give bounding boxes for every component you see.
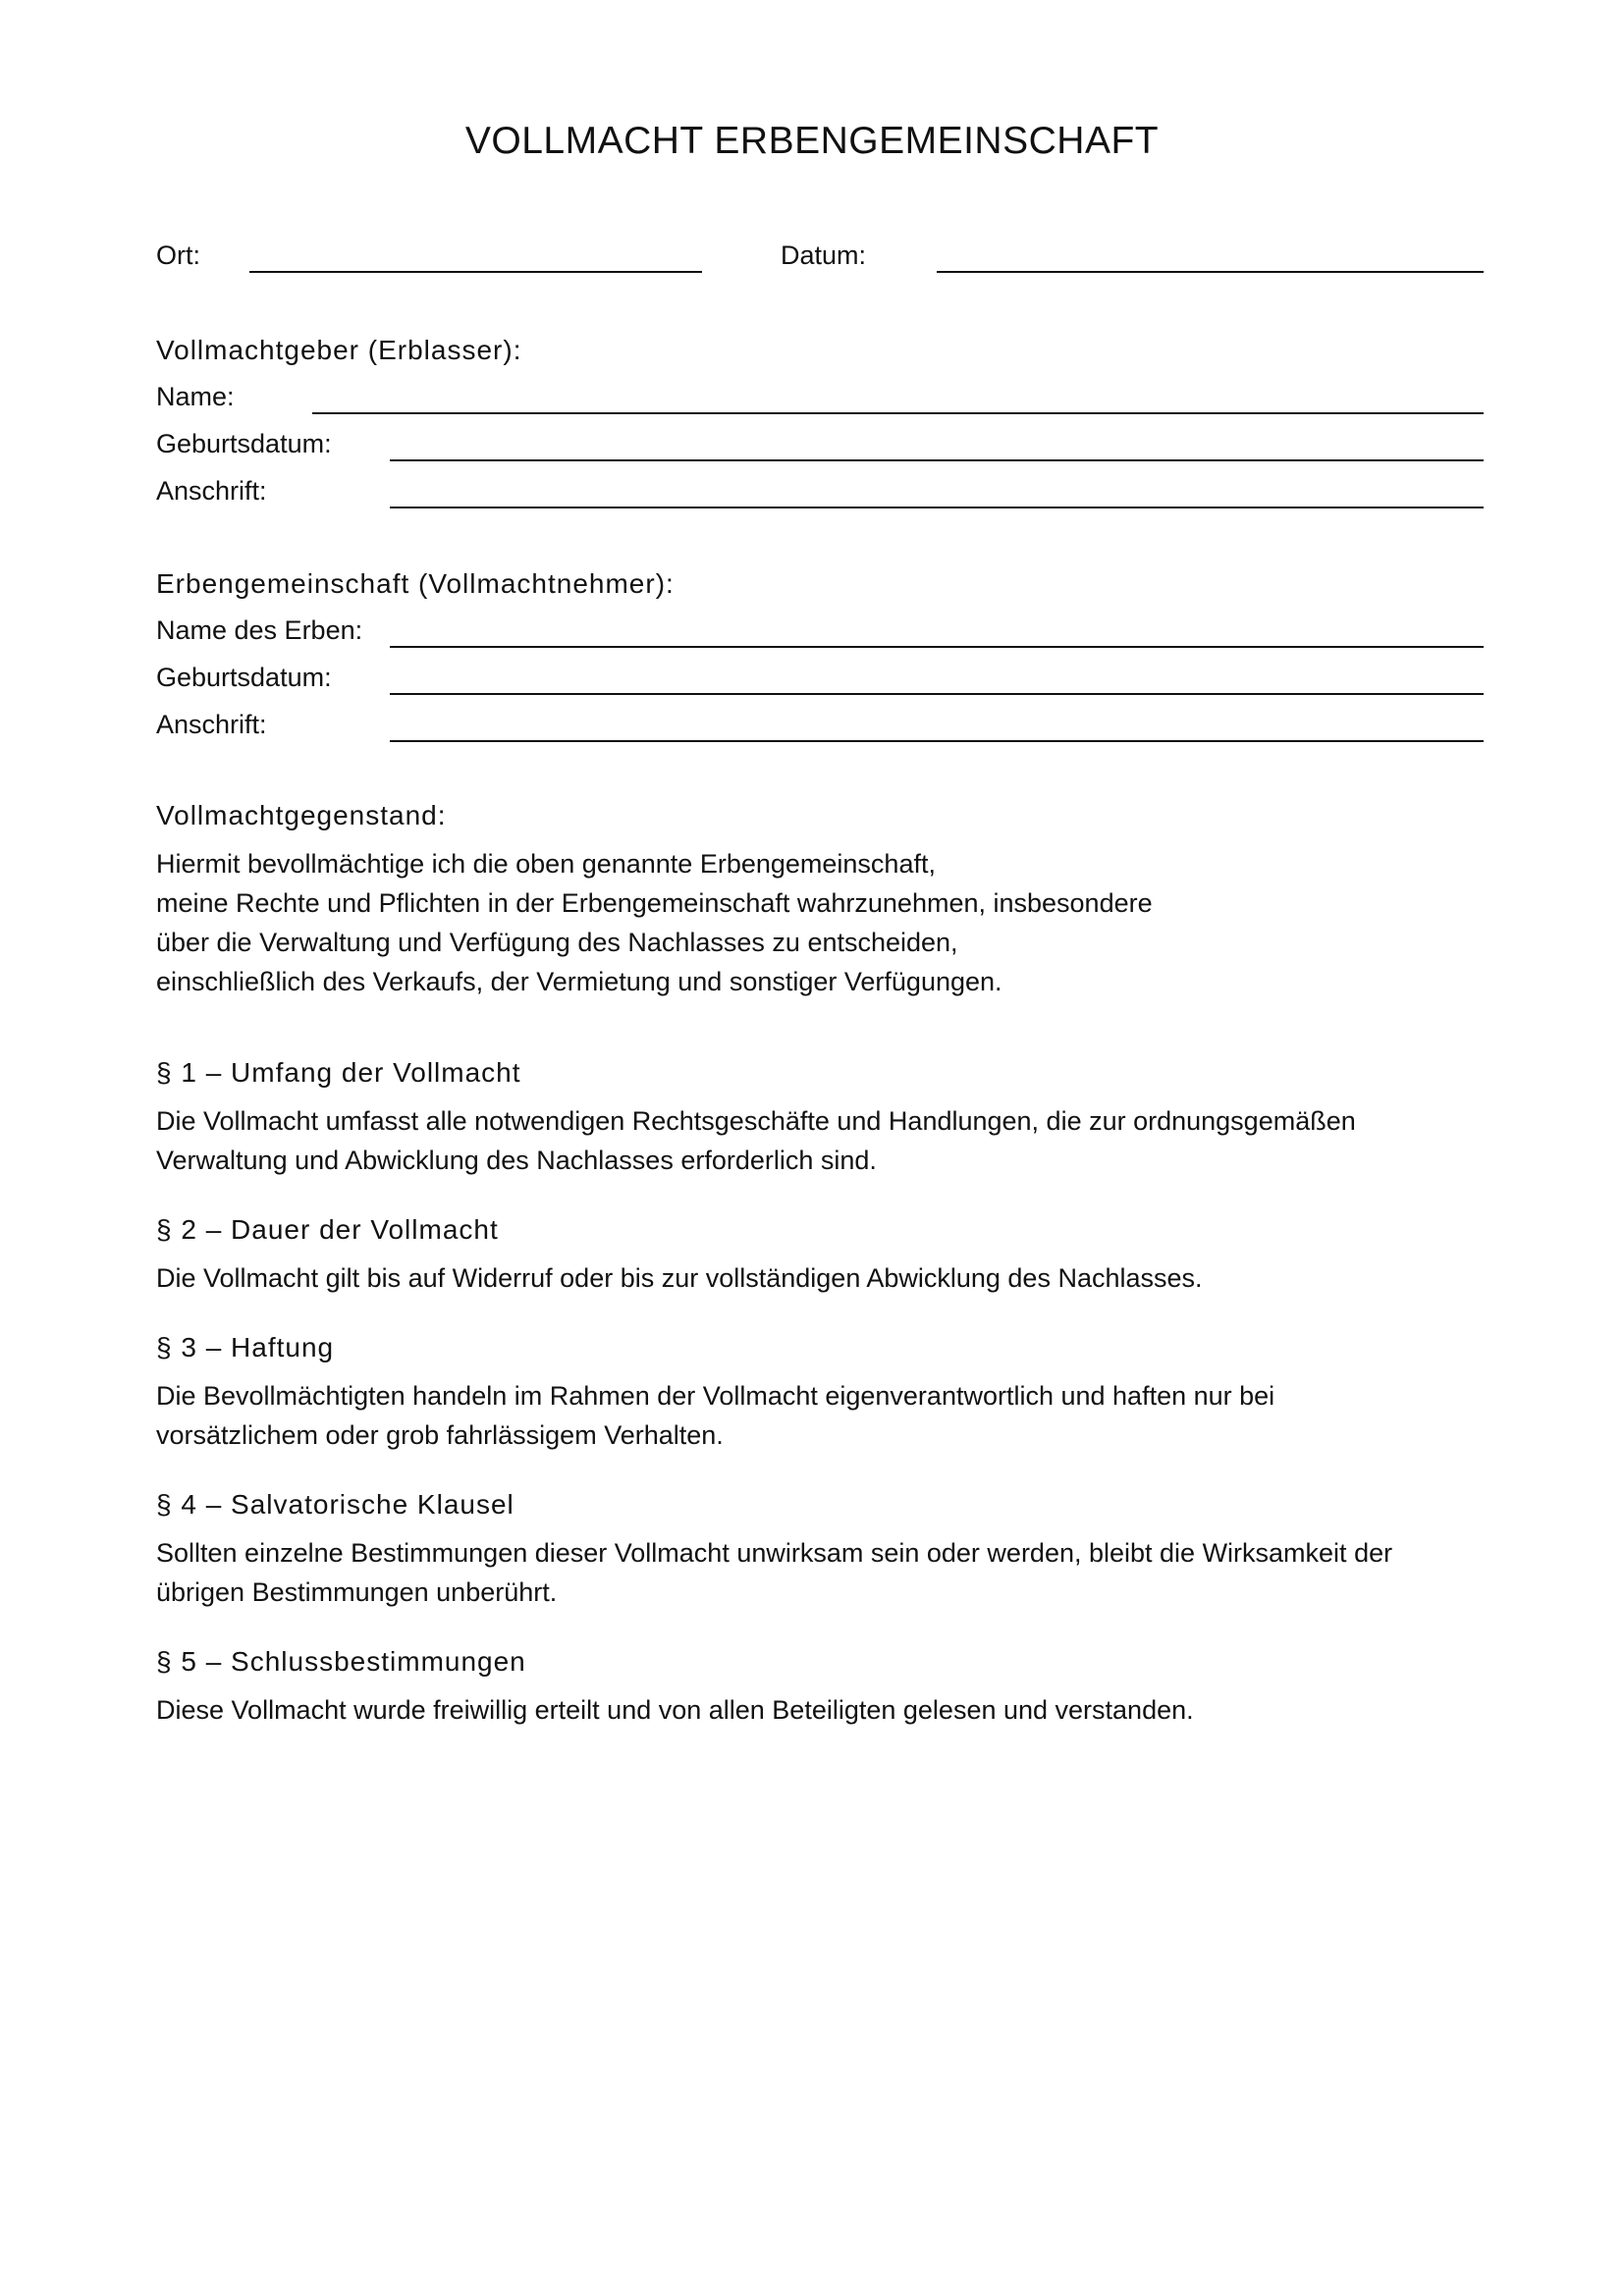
gegenstand-text	[156, 844, 1511, 1001]
datum-label: Datum:	[781, 240, 867, 270]
ort-label: Ort:	[156, 240, 200, 270]
section-4-line: übrigen Bestimmungen unberührt.	[156, 1577, 558, 1607]
gegenstand-line: über die Verwaltung und Verfügung des Nachlasses zu entscheiden,	[156, 928, 958, 957]
erbe-geburtsdatum-line[interactable]	[390, 693, 1484, 695]
section-5-heading: § 5 – Schlussbestimmungen	[156, 1646, 526, 1677]
erbengemeinschaft-heading: Erbengemeinschaft (Vollmachtnehmer):	[156, 568, 675, 599]
vollmachtgeber-anschrift-label: Anschrift:	[156, 476, 267, 506]
vollmachtgeber-geburtsdatum-line[interactable]	[390, 459, 1484, 461]
gegenstand-line: einschließlich des Verkaufs, der Vermietung und sonstiger Verfügungen.	[156, 967, 1002, 996]
erbe-name-line[interactable]	[390, 646, 1484, 648]
vollmachtgeber-name-label: Name:	[156, 382, 235, 411]
gegenstand-heading: Vollmachtgegenstand:	[156, 800, 447, 830]
section-4-text	[156, 1533, 1511, 1612]
section-5-text	[156, 1690, 1511, 1730]
vollmachtgeber-name-line[interactable]	[312, 412, 1484, 414]
vollmachtgeber-heading: Vollmachtgeber (Erblasser):	[156, 335, 522, 365]
erbe-anschrift-line[interactable]	[390, 740, 1484, 742]
section-1-text	[156, 1101, 1511, 1180]
section-3-heading: § 3 – Haftung	[156, 1332, 335, 1362]
erbe-anschrift-label: Anschrift:	[156, 710, 267, 739]
section-3-line: vorsätzlichem oder grob fahrlässigem Verhalten.	[156, 1420, 724, 1450]
vollmachtgeber-anschrift-line[interactable]	[390, 507, 1484, 508]
document-title: VOLLMACHT ERBENGEMEINSCHAFT	[464, 120, 1160, 162]
erbe-name-label: Name des Erben:	[156, 615, 363, 645]
section-2-heading: § 2 – Dauer der Vollmacht	[156, 1214, 499, 1245]
gegenstand-line: Hiermit bevollmächtige ich die oben genannte Erbengemeinschaft,	[156, 849, 936, 879]
section-3-text	[156, 1376, 1511, 1455]
section-2-line: Die Vollmacht gilt bis auf Widerruf oder bis zur vollständigen Abwicklung des Nachlasses.	[156, 1263, 1203, 1293]
section-1-line: Die Vollmacht umfasst alle notwendigen Rechtsgeschäfte und Handlungen, die zur ordnungsgemäßen	[156, 1106, 1356, 1136]
erbe-geburtsdatum-label: Geburtsdatum:	[156, 663, 332, 692]
section-3-line: Die Bevollmächtigten handeln im Rahmen der Vollmacht eigenverantwortlich und haften nur bei	[156, 1381, 1275, 1411]
section-1-heading: § 1 – Umfang der Vollmacht	[156, 1057, 521, 1088]
gegenstand-line: meine Rechte und Pflichten in der Erbengemeinschaft wahrzunehmen, insbesondere	[156, 888, 1153, 918]
section-2-text	[156, 1258, 1511, 1298]
section-4-line: Sollten einzelne Bestimmungen dieser Vollmacht unwirksam sein oder werden, bleibt die Wirksamkeit der	[156, 1538, 1393, 1568]
section-4-heading: § 4 – Salvatorische Klausel	[156, 1489, 514, 1520]
section-5-line: Diese Vollmacht wurde freiwillig erteilt und von allen Beteiligten gelesen und verstanden.	[156, 1695, 1194, 1725]
vollmachtgeber-geburtsdatum-label: Geburtsdatum:	[156, 429, 332, 458]
ort-input-line[interactable]	[249, 271, 702, 273]
datum-input-line[interactable]	[937, 271, 1484, 273]
section-1-line: Verwaltung und Abwicklung des Nachlasses erforderlich sind.	[156, 1146, 877, 1175]
